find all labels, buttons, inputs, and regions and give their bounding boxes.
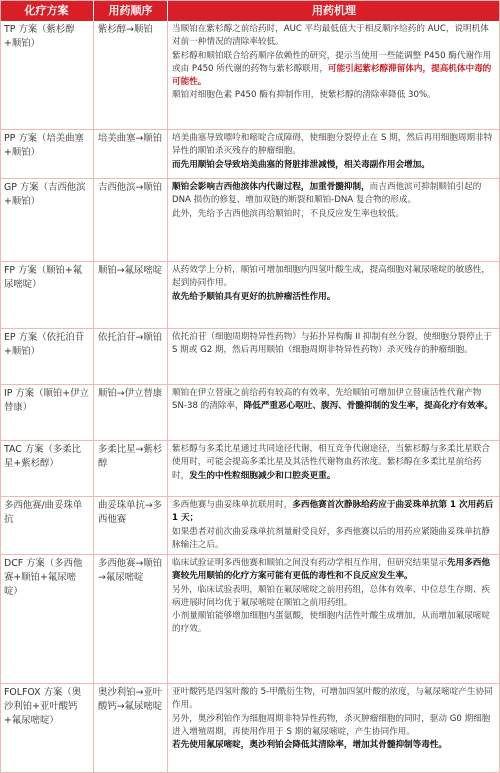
mechanism-text: 而先用顺铂会导致培美曲塞的肾脏排泄减慢，相关毒副作用会增加。 (172, 159, 430, 170)
mechanism-text: 多西他赛首次静脉给药应于曲妥珠单抗第 1 次用药后 1 天； (172, 500, 494, 524)
scheme-cell: FP 方案（顺铂+氟尿嘧啶） (0, 262, 94, 328)
scheme-cell: IP 方案（顺铂+伊立替康） (0, 385, 94, 440)
table-row (0, 385, 500, 441)
table-row (0, 555, 500, 684)
order-cell: 培美曲塞→顺铂 (94, 130, 168, 178)
order-cell: 曲妥珠单抗→多西他赛 (94, 497, 168, 554)
order-cell: 紫杉醇→顺铂 (94, 21, 168, 129)
mechanism-text: 顺铂会影响吉西他滨体内代谢过程，加重骨髓抑制， (172, 182, 370, 192)
scheme-cell: GP 方案（吉西他滨+顺铂） (0, 179, 94, 261)
scheme-cell: EP 方案（依托泊苷+顺铂） (0, 329, 94, 384)
mechanism-text: 培美曲塞导致嘌呤和嘧啶合成障碍，使细胞分裂停止在 S 期，然后再用细胞周期非特异性的顺铂杀灭残存的肿瘤细胞。 (172, 133, 493, 157)
mechanism-cell (168, 329, 500, 384)
scheme-cell: FOLFOX 方案（奥沙利铂+亚叶酸钙+氟尿嘧啶） (0, 684, 94, 772)
order-cell: 依托泊苷→顺铂 (94, 329, 168, 384)
header-order: 用药顺序 (94, 0, 168, 21)
mechanism-cell (168, 179, 500, 261)
order-cell: 奥沙利铂→亚叶酸钙→氟尿嘧啶 (94, 684, 168, 772)
mechanism-text: 先用多西他赛较先用顺铂的化疗方案可能有更低的毒性和不良反应发生率。 (172, 558, 490, 582)
mechanism-text: 多西他赛与曲妥珠单抗联用时， (172, 500, 293, 510)
order-cell: 顺铂→氟尿嘧啶 (94, 262, 168, 328)
table-row (0, 497, 500, 555)
mechanism-text: 紫杉醇与多柔比星通过共同途径代谢，相互竞争代谢途径，当紫杉醇与多柔比星联合使用时，可能会提高多柔比星及其活性代谢物血药浓度。紫杉醇在多柔比星前给药时， (172, 444, 490, 481)
mechanism-text: 降低严重恶心呕吐、腹泻、骨髓抑制的发生率，提高化疗有效率。 (243, 401, 493, 412)
scheme-cell: PP 方案（培美曲塞+顺铂） (0, 130, 94, 178)
mechanism-text: 如果患者对前次曲妥珠单抗剂量耐受良好，多西他赛以后的用药应紧随曲妥珠单抗静脉输注之后。 (172, 526, 490, 550)
mechanism-text: 而吉西他滨可抑制顺铂引起的 DNA 损伤的修复、增加双链的断裂和顺铂-DNA 复合物的形成。 (172, 182, 482, 206)
table-row (0, 684, 500, 773)
scheme-cell: TAC 方案（多柔比星+紫杉醇） (0, 441, 94, 496)
mechanism-text: 发生的中性粒细胞减少和口腔炎更重。 (189, 470, 336, 481)
header-scheme: 化疗方案 (0, 0, 94, 21)
mechanism-text: 若先使用氟尿嘧啶，奥沙利铂会降低其清除率，增加其骨髓抑制等毒性。 (172, 740, 448, 751)
mechanism-text: 依托泊苷（细胞周期特异性药物）与拓扑异构酶 II 抑制有丝分裂，使细胞分裂停止于 S 期或 G2 期，然后再用顺铂（细胞周期非特异性药物）杀灭残存的肿瘤细胞。 (172, 332, 492, 356)
table-body (0, 21, 500, 773)
mechanism-text: 可能引起紫杉醇滞留体内，提高机体中毒的可能性。 (172, 63, 492, 88)
scheme-cell: 多西他赛/曲妥珠单抗 (0, 497, 94, 554)
mechanism-cell (168, 684, 500, 772)
table-header (0, 0, 500, 21)
header-mechanism: 用药机理 (312, 4, 356, 17)
table-row (0, 441, 500, 497)
mechanism-cell (168, 130, 500, 178)
mechanism-cell (168, 497, 500, 554)
mechanism-text: 当顺铂在紫杉醇之前给药时，AUC 平均最低值大于相反顺序给药的 AUC，说明机体对前一种情况的清除率较低。 (172, 24, 489, 48)
table-row (0, 179, 500, 262)
mechanism-cell (168, 262, 500, 328)
order-cell: 多柔比星→紫杉醇 (94, 441, 168, 496)
mechanism-text: 此外，先给予吉西他滨再给顺铂时，不良反应发生率也较低。 (172, 208, 405, 219)
mechanism-text: 顺铂在伊立替康之前给药有较高的有效率，先给顺铂可增加伊立替康活性代谢产物 SN-38 的清除率， (172, 388, 482, 412)
order-cell: 多西他赛→顺铂→氟尿嘧啶 (94, 555, 168, 683)
mechanism-cell (168, 21, 500, 129)
mechanism-text: 另外，奥沙利铂作为细胞周期非特异性药物，杀灭肿瘤细胞的同时，驱动 G0 期细胞进入增殖周期，再使用作用于 S 期的氟尿嘧啶，产生协同作用。 (172, 713, 491, 737)
order-cell: 顺铂→伊立替康 (94, 385, 168, 440)
table-row (0, 21, 500, 130)
scheme-cell: DCF 方案（多西他赛+顺铂+氟尿嘧啶） (0, 555, 94, 683)
mechanism-cell (168, 385, 500, 440)
mechanism-text: 顺铂对细胞色素 P450 酶有抑制作用，使紫杉醇的清除率降低 30%。 (172, 90, 436, 101)
scheme-cell: TP 方案（紫杉醇+顺铂） (0, 21, 94, 129)
mechanism-cell (168, 555, 500, 683)
mechanism-text: 从药效学上分析，顺铂可增加细胞内四氢叶酸生成，提高细胞对氟尿嘧啶的敏感性，起到协同作用。 (172, 265, 490, 289)
table-row (0, 130, 500, 179)
mechanism-cell (168, 441, 500, 496)
mechanism-text: 另外，临床试验表明，顺铂在氟尿嘧啶之前用药组，总体有效率、中位总生存期、疾病进展时间均优于氟尿嘧啶在顺铂之前用药组。 (172, 584, 490, 608)
mechanism-text: 故先给予顺铂具有更好的抗肿瘤活性作用。 (172, 291, 336, 302)
order-cell: 吉西他滨→顺铂 (94, 179, 168, 261)
table-row (0, 262, 500, 329)
mechanism-text: 小剂量顺铂能够增加细胞内蛋氨酸，使细胞内活性叶酸生成增加，从而增加氟尿嘧啶的疗效。 (172, 611, 490, 635)
mechanism-text: 紫杉醇和顺铂联合给药顺序依赖性的研究，提示当使用一些能调整 P450 酶代谢作用或由 P450 所代谢的药物与紫杉醇联用， (172, 50, 492, 74)
mechanism-text: 临床试验证明多西他赛和顺铂之间没有药动学相互作用，但研究结果显示 (172, 558, 448, 568)
table-row (0, 329, 500, 385)
mechanism-text: 亚叶酸钙是四氢叶酸的 5-甲酰衍生物，可增加四氢叶酸的浓度，与氟尿嘧啶产生协同作用。 (172, 687, 493, 711)
